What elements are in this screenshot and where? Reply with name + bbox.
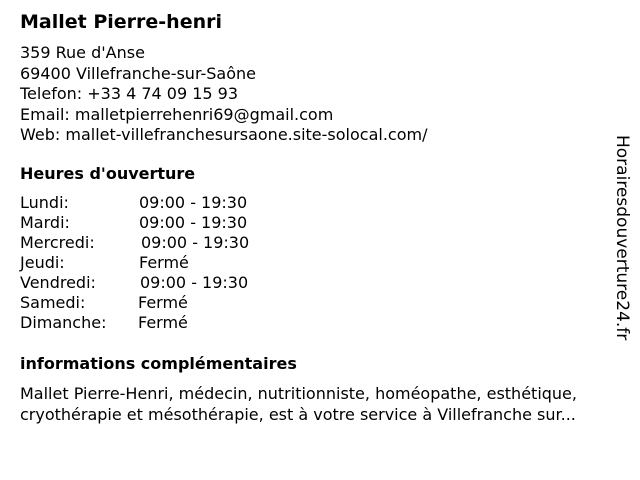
info-heading: informations complémentaires xyxy=(20,354,297,373)
address-city: 69400 Villefranche-sur-Saône xyxy=(20,63,257,83)
day-label: Jeudi: xyxy=(20,253,65,272)
day-label: Dimanche: xyxy=(20,313,107,332)
day-label: Vendredi: xyxy=(20,273,96,292)
phone-line: Telefon: +33 4 74 09 15 93 xyxy=(20,84,239,103)
address-street: 359 Rue d'Anse xyxy=(20,43,145,62)
day-time: Fermé xyxy=(139,253,189,272)
day-time: Fermé xyxy=(138,293,188,312)
day-label: Mardi: xyxy=(20,213,70,232)
day-label: Lundi: xyxy=(20,193,69,212)
day-time: Fermé xyxy=(138,313,188,332)
info-description xyxy=(20,383,635,425)
day-time: 09:00 - 19:30 xyxy=(139,213,248,232)
day-time: 09:00 - 19:30 xyxy=(141,233,250,252)
business-name: Mallet Pierre-henri xyxy=(20,11,222,33)
info-line-1: Mallet Pierre-Henri, médecin, nutritionniste, homéopathe, esthétique, xyxy=(20,384,577,403)
info-line-2: cryothérapie et mésothérapie, est à votre service à Villefranche sur... xyxy=(20,405,576,424)
site-watermark: Horairesdouverture24.fr xyxy=(612,135,632,341)
contact-block xyxy=(20,43,427,146)
email-line: Email: malletpierrehenri69@gmail.com xyxy=(20,104,334,124)
hours-heading: Heures d'ouverture xyxy=(20,164,196,183)
day-time: 09:00 - 19:30 xyxy=(140,273,249,292)
day-label: Mercredi: xyxy=(20,233,95,252)
day-time: 09:00 - 19:30 xyxy=(139,193,248,212)
day-label: Samedi: xyxy=(20,293,86,312)
web-line: Web: mallet-villefranchesursaone.site-solocal.com/ xyxy=(20,125,428,144)
